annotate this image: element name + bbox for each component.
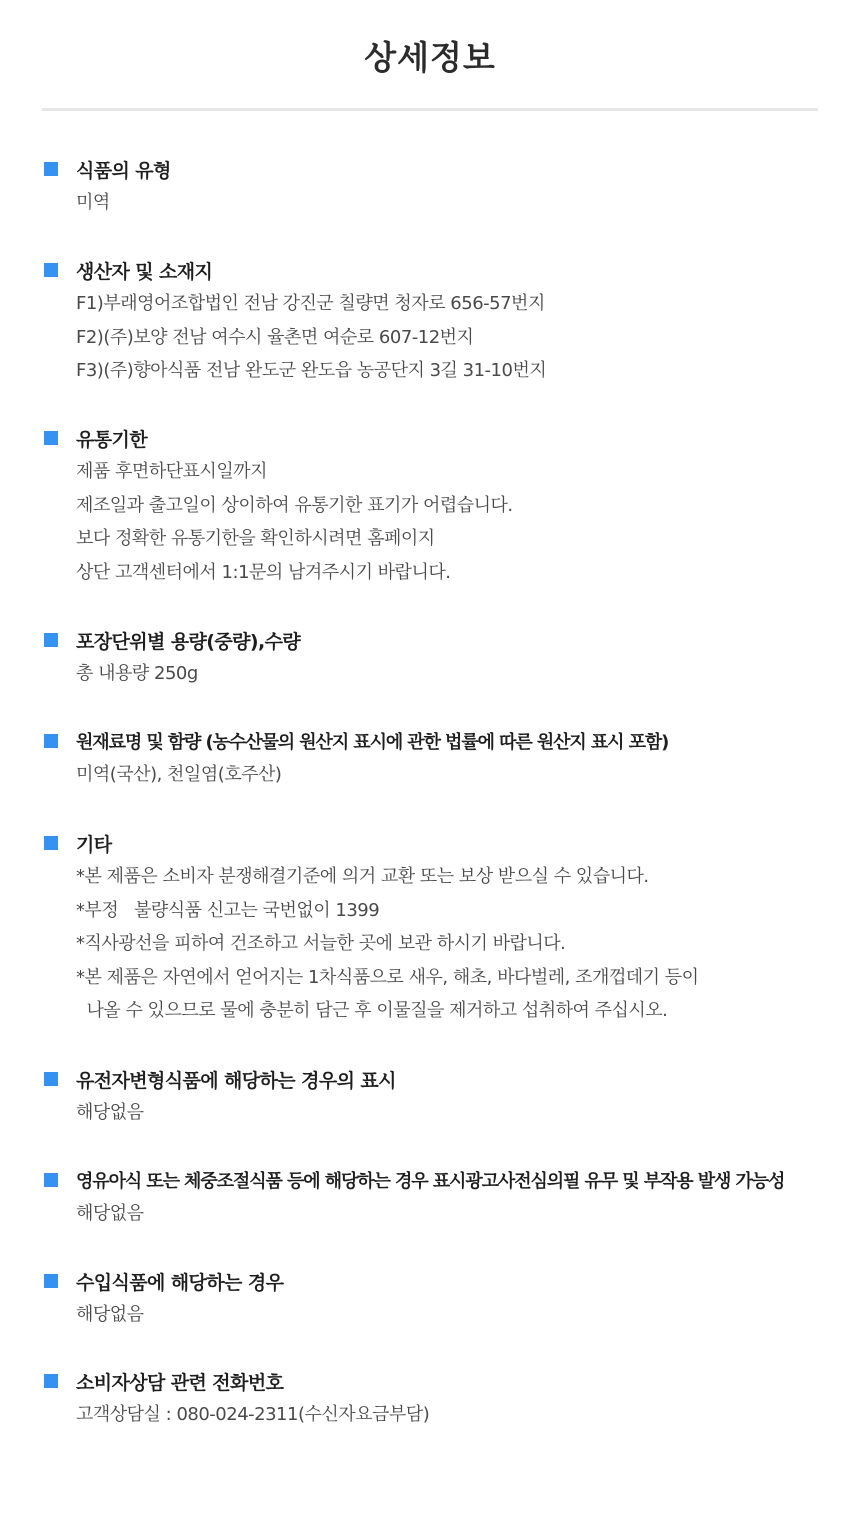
- section-infant-diet-food: [44, 1163, 834, 1231]
- square-bullet-icon: [44, 1374, 58, 1388]
- square-bullet-icon: [44, 633, 58, 647]
- section-line: 미역(국산), 천일염(호주산): [76, 764, 282, 785]
- section-line: F3)(주)향아식품 전남 완도군 완도읍 농공단지 3길 31-10번지: [76, 360, 547, 381]
- square-bullet-icon: [44, 1173, 58, 1187]
- section-line: 보다 정확한 유통기한을 확인하시려면 홈페이지: [76, 528, 435, 549]
- square-bullet-icon: [44, 734, 58, 748]
- section-ingredients: [44, 724, 834, 792]
- section-title: 식품의 유형: [76, 159, 171, 182]
- section-line: F2)(주)보양 전남 여수시 율촌면 여순로 607-12번지: [76, 326, 474, 348]
- section-title: 포장단위별 용량(중량),수량: [76, 630, 301, 653]
- square-bullet-icon: [44, 162, 58, 176]
- section-package-capacity: [44, 623, 834, 691]
- section-title: 영유아식 또는 체중조절식품 등에 해당하는 경우 표시광고사전심의필 유무 및 부작용 발생 가능성: [76, 1171, 785, 1192]
- section-line: *본 제품은 자연에서 얻어지는 1차식품으로 새우, 해초, 바다벌레, 조개껍데기 등이: [76, 966, 699, 988]
- section-title: 수입식품에 해당하는 경우: [76, 1271, 284, 1294]
- section-imported-food: [44, 1264, 834, 1332]
- page-title: 상세정보: [364, 38, 496, 77]
- section-line: 고객상담실 : 080-024-2311(수신자요금부담): [76, 1404, 430, 1425]
- section-producer-location: [44, 253, 834, 388]
- section-title: 유통기한: [76, 428, 148, 451]
- section-title: 생산자 및 소재지: [76, 260, 213, 283]
- square-bullet-icon: [44, 431, 58, 445]
- section-gmo: [44, 1062, 834, 1130]
- section-title: 원재료명 및 함량 (농수산물의 원산지 표시에 관한 법률에 따른 원산지 표시 포함): [76, 732, 669, 753]
- section-line: 제품 후면하단표시일까지: [76, 461, 267, 482]
- square-bullet-icon: [44, 1072, 58, 1086]
- section-expiration: [44, 421, 834, 589]
- section-line: 제조일과 출고일이 상이하여 유통기한 표기가 어렵습니다.: [76, 494, 513, 516]
- section-line: 해당없음: [76, 1102, 144, 1123]
- section-line: *직사광선을 피하여 건조하고 서늘한 곳에 보관 하시기 바랍니다.: [76, 933, 566, 954]
- section-consumer-phone: [44, 1364, 834, 1432]
- square-bullet-icon: [44, 263, 58, 277]
- section-food-type: [44, 152, 834, 220]
- section-line: 해당없음: [76, 1304, 144, 1325]
- section-title: 소비자상담 관련 전화번호: [76, 1371, 284, 1394]
- section-line: 미역: [76, 192, 110, 213]
- section-line: *본 제품은 소비자 분쟁해결기준에 의거 교환 또는 보상 받으실 수 있습니다.: [76, 866, 649, 887]
- title-divider: [42, 108, 818, 111]
- section-title: 기타: [76, 833, 112, 856]
- section-line: *부정 불량식품 신고는 국번없이 1399: [76, 899, 380, 921]
- section-title: 유전자변형식품에 해당하는 경우의 표시: [76, 1069, 396, 1092]
- section-line: 상단 고객센터에서 1:1문의 남겨주시기 바랍니다.: [76, 561, 451, 583]
- section-line: 해당없음: [76, 1203, 144, 1224]
- section-line: F1)부래영어조합법인 전남 강진군 칠량면 청자로 656-57번지: [76, 293, 545, 314]
- section-line: 나올 수 있으므로 물에 충분히 담근 후 이물질을 제거하고 섭취하여 주십시오.: [76, 1000, 668, 1021]
- section-other: [44, 826, 834, 1028]
- square-bullet-icon: [44, 836, 58, 850]
- square-bullet-icon: [44, 1274, 58, 1288]
- section-line: 총 내용량 250g: [76, 663, 198, 684]
